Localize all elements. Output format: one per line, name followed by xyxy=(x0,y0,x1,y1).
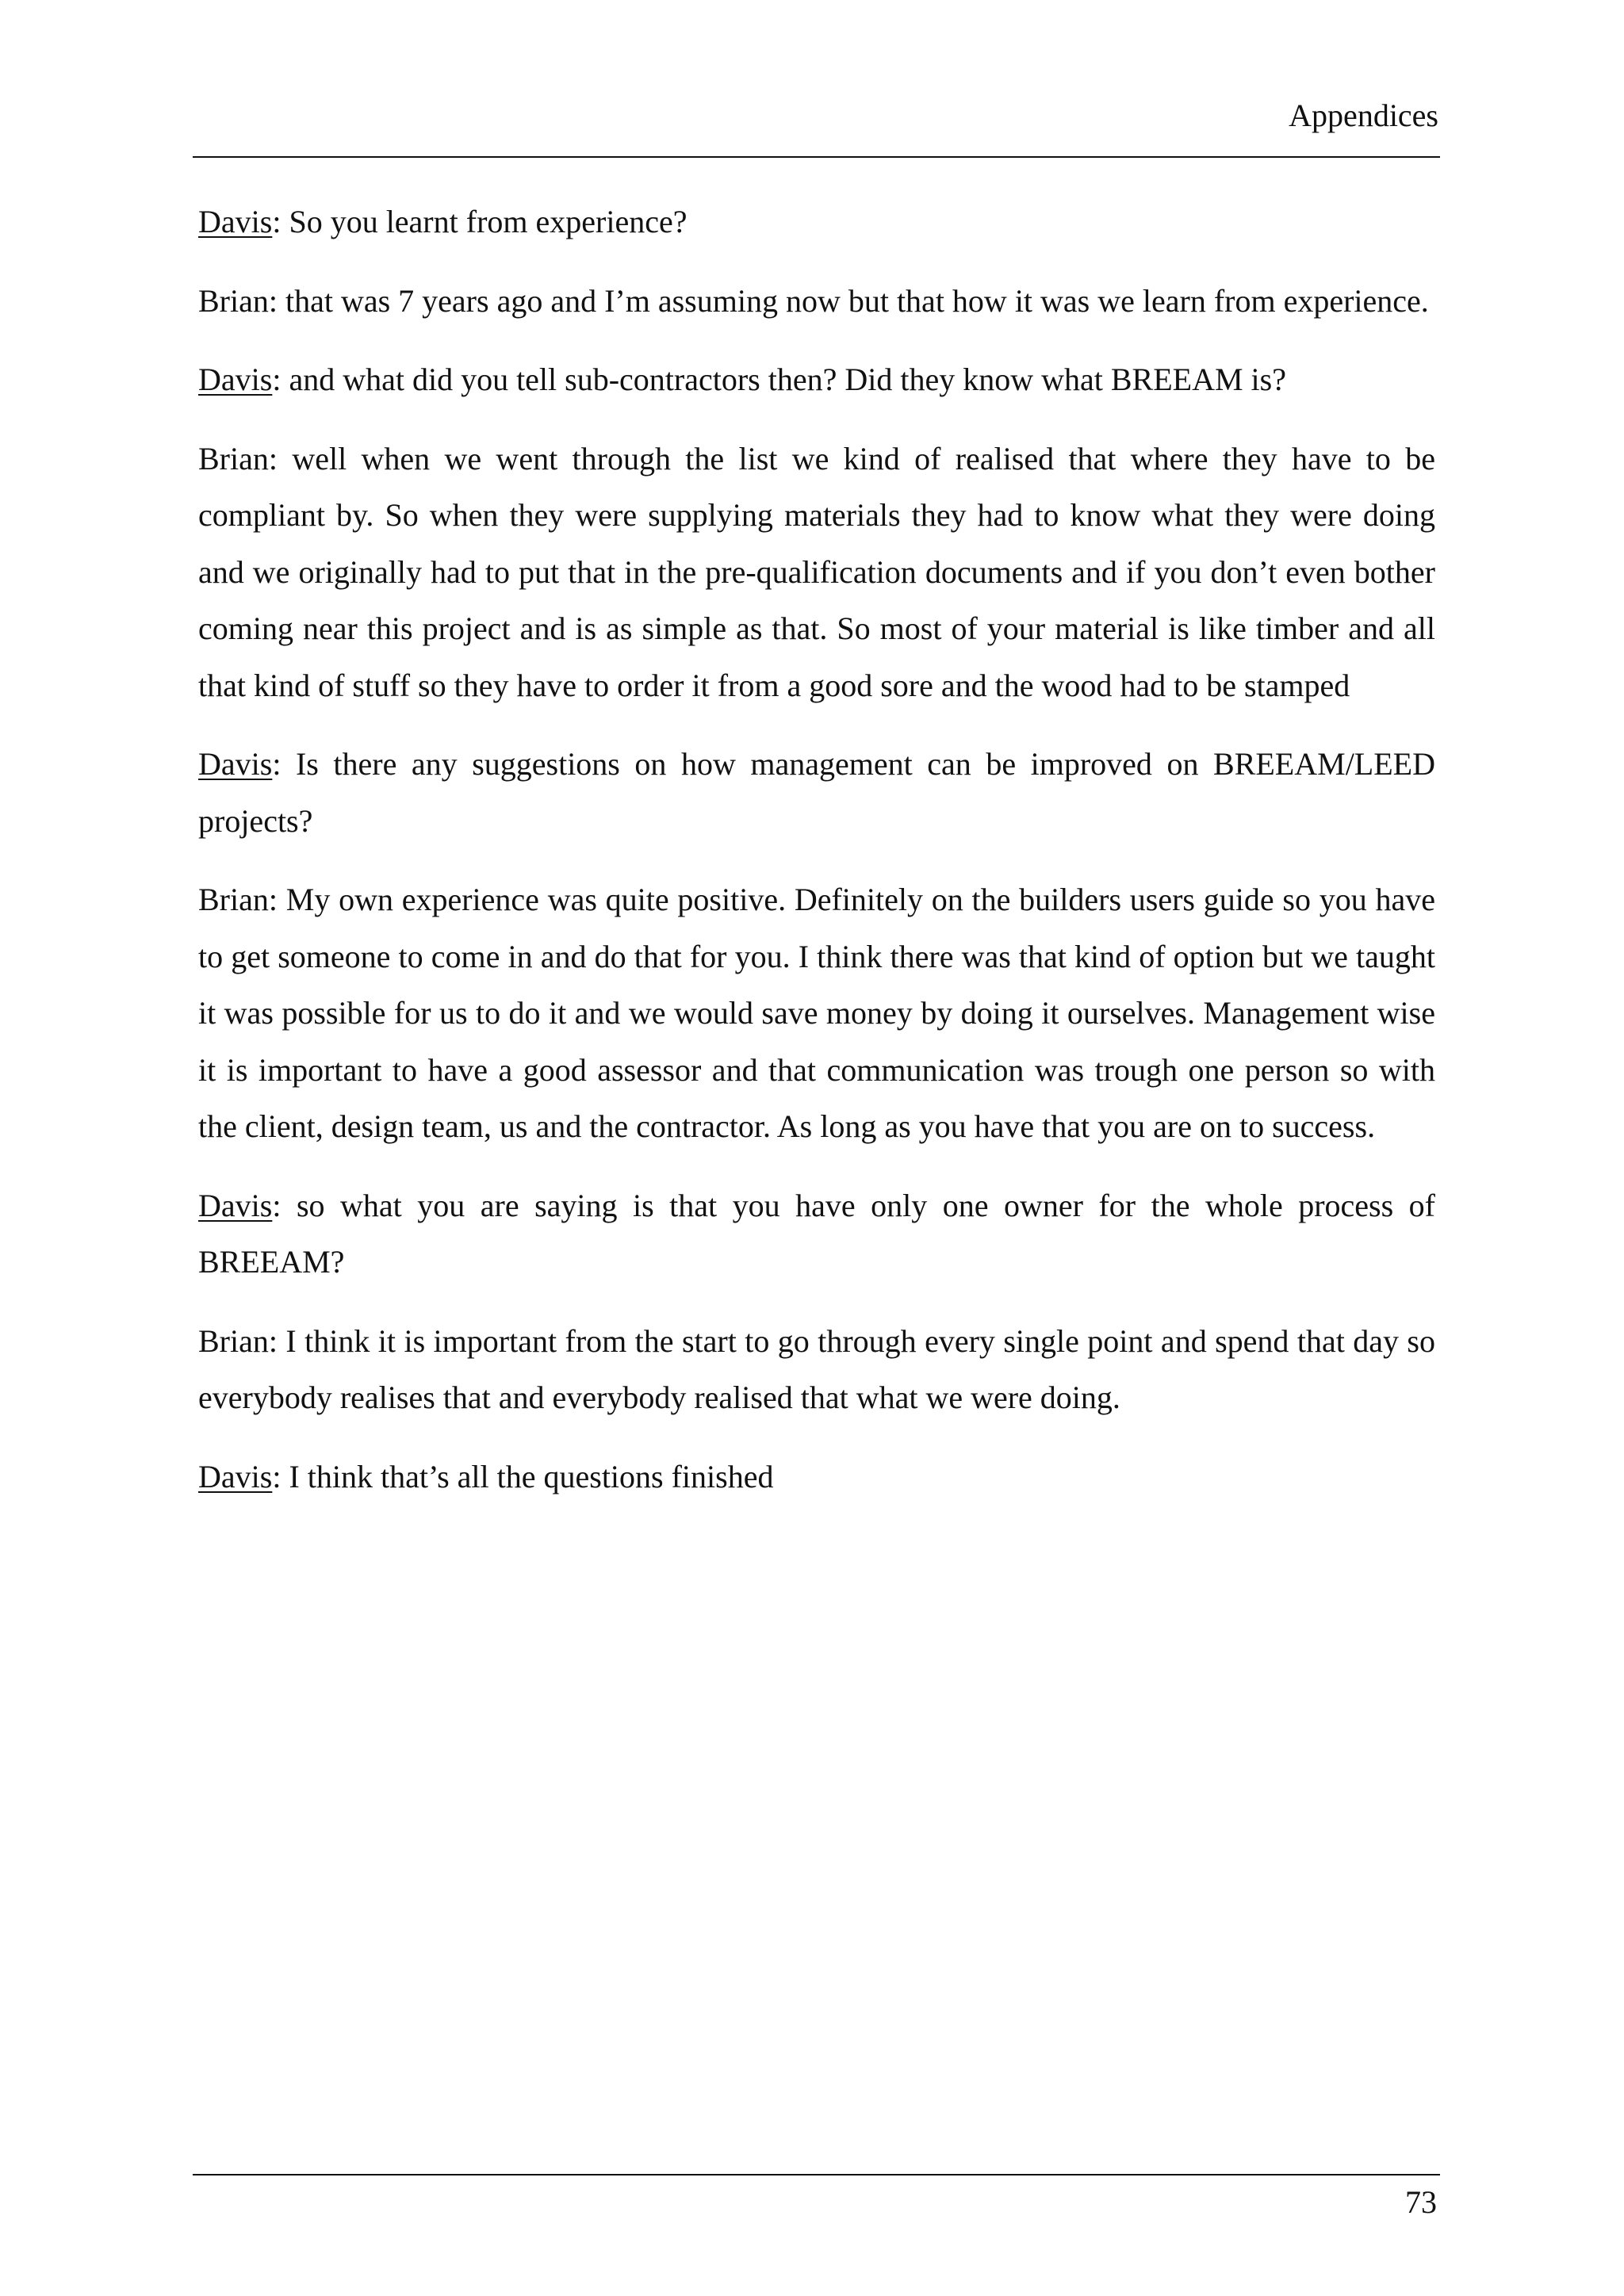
utterance-text: : so what you are saying is that you have only one owner for the whole process of BREEAM? xyxy=(198,1187,1435,1280)
utterance-text: : Is there any suggestions on how management can be improved on BREEAM/LEED projects? xyxy=(198,746,1435,839)
transcript-paragraph xyxy=(198,430,1435,714)
speaker-name: Davis xyxy=(198,1187,273,1223)
speaker-name: Davis xyxy=(198,1458,273,1494)
speaker-name: Davis xyxy=(198,204,273,239)
speaker-name: Brian xyxy=(198,1322,269,1359)
speaker-name: Davis xyxy=(198,746,273,782)
speaker-name: Davis xyxy=(198,362,273,397)
utterance-text: : My own experience was quite positive. Definitely on the builders users guide so you have to get someone to come in and do that for you. I think there was that kind of option but we taught it was possible for us to do it and we would save money by doing it ourselves. Management wise it is important to have a good assessor and that communication was trough one person so with the client, design team, us and the contractor. As long as you have that you are on to success. xyxy=(198,882,1435,1144)
utterance-text: : I think it is important from the start to go through every single point and spend that day so everybody realises that and everybody realised that what we were doing. xyxy=(198,1322,1435,1415)
transcript-paragraph xyxy=(198,1177,1435,1291)
transcript-paragraph xyxy=(198,736,1435,849)
running-header: Appendices xyxy=(1289,98,1438,133)
transcript-body xyxy=(198,193,1435,1527)
utterance-text: : well when we went through the list we kind of realised that where they have to be compliant by. So when they were supplying materials they had to know what they were doing and we originally had to put that in the pre-qualification documents and if you don’t even bother coming near this project and is as simple as that. So most of your material is like timber and all that kind of stuff so they have to order it from a good sore and the wood had to be stamped xyxy=(198,440,1435,703)
speaker-name: Brian xyxy=(198,440,269,476)
transcript-paragraph xyxy=(198,1313,1435,1426)
transcript-paragraph xyxy=(198,871,1435,1155)
speaker-name: Brian xyxy=(198,282,269,319)
footer-rule xyxy=(193,2174,1440,2175)
transcript-paragraph xyxy=(198,1448,1435,1506)
utterance-text: : So you learnt from experience? xyxy=(272,204,688,239)
transcript-paragraph xyxy=(198,351,1435,408)
speaker-name: Brian xyxy=(198,882,269,917)
transcript-paragraph xyxy=(198,193,1435,251)
transcript-paragraph xyxy=(198,273,1435,330)
header-rule xyxy=(193,156,1440,158)
utterance-text: : that was 7 years ago and I’m assuming now but that how it was we learn from experience. xyxy=(268,282,1429,319)
page-number: 73 xyxy=(1405,2184,1437,2220)
utterance-text: : and what did you tell sub-contractors then? Did they know what BREEAM is? xyxy=(272,362,1286,397)
utterance-text: : I think that’s all the questions finished xyxy=(272,1458,774,1494)
